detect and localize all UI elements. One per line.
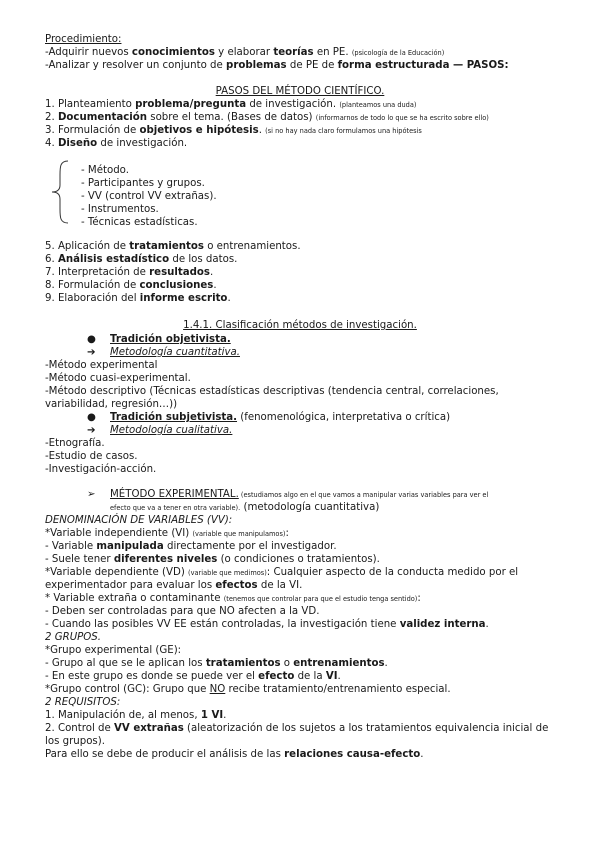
paso-6: 6. Análisis estadístico de los datos. [45,254,238,265]
curly-brace-icon [48,159,70,225]
grupo-line-3: - En este grupo es donde se puede ver el efecto de la VI. [45,671,341,682]
clasificacion-title: 1.4.1. Clasificación métodos de investigación. [183,320,417,331]
diseno-item-tecnicas: - Técnicas estadísticas. [81,217,198,228]
tradicion-objetivista: Tradición objetivista. [110,334,231,345]
paso-5: 5. Aplicación de tratamientos o entrenamientos. [45,241,301,252]
bullet-dot-icon: ● [87,412,96,423]
intro-line-2: -Analizar y resolver un conjunto de problemas de PE de forma estructurada — PASOS: [45,60,509,71]
tradicion-subjetivista: Tradición subjetivista. (fenomenológica, interpretativa o crítica) [110,412,451,423]
grupos-title: 2 GRUPOS. [45,632,102,643]
subj-item-1: -Etnografía. [45,438,105,449]
paso-7: 7. Interpretación de resultados. [45,267,214,278]
requisito-1: 1. Manipulación de, al menos, 1 VI. [45,710,227,721]
final-line: Para ello se debe de producir el análisis de las relaciones causa-efecto. [45,749,424,760]
pasos-title: PASOS DEL MÉTODO CIENTÍFICO. [215,86,385,97]
arrow-right-icon: ➔ [87,347,96,358]
vv-line-8: - Cuando las posibles VV EE están controladas, la investigación tiene validez interna. [45,619,489,630]
intro-line-1: -Adquirir nuevos conocimientos y elaborar teorías en PE. (psicología de la Educación) [45,47,445,58]
obj-item-3: -Método descriptivo (Técnicas estadísticas descriptivas (tendencia central, correlaciones, [45,386,499,397]
paso-8: 8. Formulación de conclusiones. [45,280,217,291]
diseno-item-participantes: - Participantes y grupos. [81,178,205,189]
metodologia-cuantitativa: Metodología cuantitativa. [110,347,240,358]
diseno-item-metodo: - Método. [81,165,129,176]
vv-line-4: *Variable dependiente (VD) (variable que medimos): Cualquier aspecto de la conducta medido por el [45,567,519,578]
bullet-dot-icon: ● [87,334,96,345]
procedimiento-heading: Procedimiento: [45,34,122,45]
vv-line-7: - Deben ser controladas para que NO afecten a la VD. [45,606,320,617]
vv-line-2: - Variable manipulada directamente por el investigador. [45,541,337,552]
subj-item-3: -Investigación-acción. [45,464,157,475]
arrowhead-bullet-icon: ➢ [87,489,96,500]
metodologia-cualitativa: Metodología cualitativa. [110,425,233,436]
requisito-2: 2. Control de VV extrañas (aleatorización de los sujetos a los tratamientos equivalencia inicial de [45,723,549,734]
grupo-line-2: - Grupo al que se le aplican los tratamientos o entrenamientos. [45,658,388,669]
paso-9: 9. Elaboración del informe escrito. [45,293,231,304]
diseno-item-instrumentos: - Instrumentos. [81,204,159,215]
arrow-right-icon: ➔ [87,425,96,436]
metodo-experimental-title: MÉTODO EXPERIMENTAL. (estudiamos algo en el que vamos a manipular varias variables para ver el [110,489,489,500]
diseno-item-vv: - VV (control VV extrañas). [81,191,217,202]
vv-line-6: * Variable extraña o contaminante (tenemos que controlar para que el estudio tenga sentido): [45,593,421,604]
vv-title: DENOMINACIÓN DE VARIABLES (VV): [45,515,233,526]
metodo-experimental-note: efecto que va a tener en otra variable). (metodología cuantitativa) [110,502,380,513]
paso-3: 3. Formulación de objetivos e hipótesis. (si no hay nada claro formulamos una hipótesis [45,125,422,136]
grupo-control: *Grupo control (GC): Grupo que NO recibe tratamiento/entrenamiento especial. [45,684,451,695]
obj-item-2: -Método cuasi-experimental. [45,373,191,384]
grupo-line-1: *Grupo experimental (GE): [45,645,182,656]
requisitos-title: 2 REQUISITOS: [45,697,121,708]
requisito-2-cont: los grupos). [45,736,105,747]
paso-2: 2. Documentación sobre el tema. (Bases de datos) (informarnos de todo lo que se ha escrito sobre ello) [45,112,489,123]
subj-item-2: -Estudio de casos. [45,451,138,462]
vv-line-1: *Variable independiente (VI) (variable que manipulamos): [45,528,289,539]
obj-item-1: -Método experimental [45,360,158,371]
paso-1: 1. Planteamiento problema/pregunta de investigación. (planteamos una duda) [45,99,417,110]
obj-item-4: variabilidad, regresión…)) [45,399,178,410]
vv-line-5: experimentador para evaluar los efectos de la VI. [45,580,303,591]
vv-line-3: - Suele tener diferentes niveles (o condiciones o tratamientos). [45,554,380,565]
paso-4: 4. Diseño de investigación. [45,138,188,149]
